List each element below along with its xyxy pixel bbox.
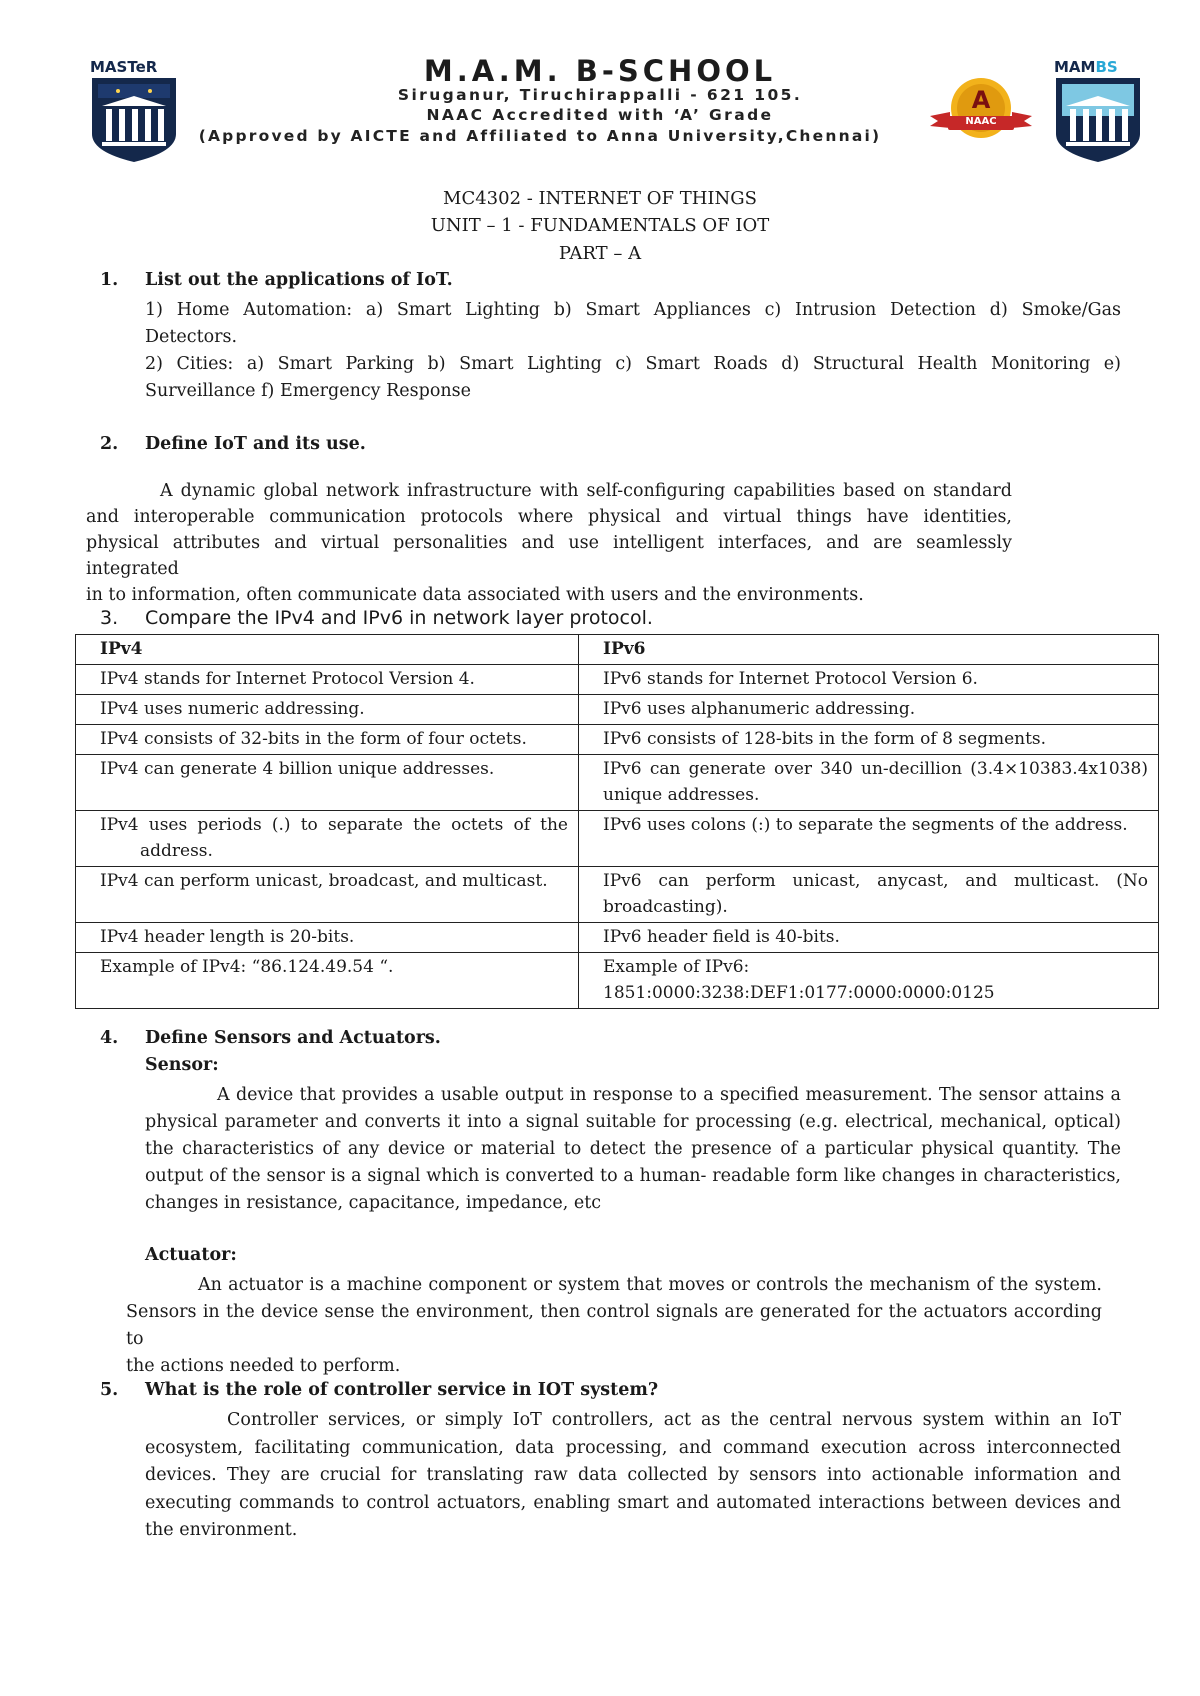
table-row bbox=[76, 953, 1159, 1009]
q5-line-4: executing commands to control actuators, enabling smart and automated interactions between devices and bbox=[145, 1492, 1121, 1513]
actuator-line-1: An actuator is a machine component or system that moves or controls the mechanism of the system. bbox=[198, 1275, 1102, 1295]
right-logo-label-b: BS bbox=[1095, 58, 1118, 76]
table-cell-ipv4: IPv4 stands for Internet Protocol Version 4. bbox=[76, 665, 579, 695]
table-header-ipv6: IPv6 bbox=[579, 635, 1159, 665]
table-cell-ipv6: IPv6 stands for Internet Protocol Version 6. bbox=[579, 665, 1159, 695]
right-logo-emblem bbox=[1052, 76, 1144, 164]
actuator-definition bbox=[126, 1272, 1102, 1380]
table-row bbox=[76, 695, 1159, 725]
sensor-line-4: output of the sensor is a signal which is converted to a human- readable form like changes in characteristics, bbox=[145, 1166, 1121, 1186]
q2-line-4: in to information, often communicate data associated with users and the environments. bbox=[86, 585, 864, 605]
q5-answer bbox=[145, 1407, 1121, 1545]
table-row bbox=[76, 755, 1159, 811]
q1-answer bbox=[145, 297, 1121, 405]
left-logo-emblem bbox=[88, 76, 180, 164]
table-cell-ipv6: IPv6 uses colons (:) to separate the segments of the address. bbox=[579, 811, 1159, 867]
left-logo-label: MASTeR bbox=[90, 58, 158, 76]
table-cell-ipv4 bbox=[76, 811, 579, 867]
table-cell-ipv4: IPv4 header length is 20-bits. bbox=[76, 923, 579, 953]
q2-title: Define IoT and its use. bbox=[145, 434, 366, 454]
actuator-line-2: Sensors in the device sense the environment, then control signals are generated for the actuators according to bbox=[126, 1302, 1102, 1349]
q1-line-1: 1) Home Automation: a) Smart Lighting b) Smart Appliances c) Intrusion Detection d) Smoke/Gas bbox=[145, 300, 1121, 320]
q1-line-2: Detectors. bbox=[145, 327, 238, 347]
table-cell-ipv6: IPv6 uses alphanumeric addressing. bbox=[579, 695, 1159, 725]
right-logo-label-a: MAM bbox=[1054, 58, 1096, 76]
q3-title: Compare the IPv4 and IPv6 in network layer protocol. bbox=[145, 607, 653, 629]
q1-line-3: 2) Cities: a) Smart Parking b) Smart Lighting c) Smart Roads d) Structural Health Monitoring e) bbox=[145, 354, 1121, 374]
school-name: M.A.M. B-SCHOOL bbox=[423, 54, 777, 88]
table-row bbox=[76, 725, 1159, 755]
table-cell-ipv6: IPv6 can perform unicast, anycast, and multicast. (No broadcasting). bbox=[579, 867, 1159, 923]
q1-line-4: Surveillance f) Emergency Response bbox=[145, 381, 471, 401]
q2-answer bbox=[86, 478, 1012, 608]
school-address: Siruganur, Tiruchirappalli - 621 105. bbox=[397, 86, 803, 104]
q5-number: 5. bbox=[100, 1380, 119, 1400]
sensor-line-3: the characteristics of any device or material to detect the presence of a particular physical quantity. The bbox=[145, 1139, 1121, 1159]
sensor-label: Sensor: bbox=[145, 1055, 219, 1075]
q1-title: List out the applications of IoT. bbox=[145, 270, 453, 290]
actuator-label: Actuator: bbox=[145, 1245, 237, 1265]
q2-number: 2. bbox=[100, 434, 119, 454]
table-row bbox=[76, 665, 1159, 695]
unit-title: UNIT – 1 - FUNDAMENTALS OF IOT bbox=[430, 215, 770, 236]
sensor-line-1: A device that provides a usable output in response to a specified measurement. The sensor attains a bbox=[217, 1085, 1121, 1105]
accreditation-line: NAAC Accredited with ‘A’ Grade bbox=[426, 106, 774, 124]
actuator-line-3: the actions needed to perform. bbox=[126, 1356, 401, 1376]
table-row bbox=[76, 867, 1159, 923]
q5-line-1: Controller services, or simply IoT controllers, act as the central nervous system within an IoT bbox=[227, 1410, 1121, 1430]
table-cell-ipv6: IPv6 consists of 128-bits in the form of 8 segments. bbox=[579, 725, 1159, 755]
table-cell-ipv6: IPv6 header field is 40-bits. bbox=[579, 923, 1159, 953]
naac-badge bbox=[926, 76, 1036, 146]
sensor-definition bbox=[145, 1082, 1121, 1217]
table-cell-ipv4: IPv4 consists of 32-bits in the form of four octets. bbox=[76, 725, 579, 755]
q5-line-5: the environment. bbox=[145, 1520, 298, 1540]
naac-badge-text: NAAC bbox=[965, 116, 997, 127]
table-cell-ipv6: Example of IPv6: 1851:0000:3238:DEF1:0177:0000:0000:0125 bbox=[579, 953, 1159, 1009]
sensor-line-5: changes in resistance, capacitance, impedance, etc bbox=[145, 1193, 602, 1213]
q2-line-2: and interoperable communication protocols where physical and virtual things have identities, bbox=[86, 507, 1012, 527]
right-logo bbox=[1052, 58, 1144, 164]
q5-line-3: devices. They are crucial for translating raw data collected by sensors into actionable information and bbox=[145, 1465, 1121, 1485]
sensor-line-2: physical parameter and converts it into a signal suitable for processing (e.g. electrical, mechanical, optical) bbox=[145, 1112, 1121, 1132]
table-cell-ipv4: IPv4 can generate 4 billion unique addresses. bbox=[76, 755, 579, 811]
part-title: PART – A bbox=[558, 243, 642, 264]
table-cell-ipv4: Example of IPv4: “86.124.49.54 “. bbox=[76, 953, 579, 1009]
q1-number: 1. bbox=[100, 270, 119, 290]
table-row bbox=[76, 811, 1159, 867]
approval-line: (Approved by AICTE and Affiliated to Anna University,Chennai) bbox=[198, 127, 882, 145]
q4-number: 4. bbox=[100, 1028, 119, 1048]
ipv4-ipv6-table bbox=[75, 634, 1159, 1009]
q5-title: What is the role of controller service in IOT system? bbox=[145, 1380, 659, 1400]
table-cell-ipv4: IPv4 uses numeric addressing. bbox=[76, 695, 579, 725]
table-cell-ipv4-text: IPv4 uses periods (.) to separate the octets of the address. bbox=[100, 815, 568, 861]
table-header-ipv4: IPv4 bbox=[76, 635, 579, 665]
course-title: MC4302 - INTERNET OF THINGS bbox=[443, 188, 757, 209]
q5-line-2: ecosystem, facilitating communication, data processing, and command execution across interconnected bbox=[145, 1437, 1121, 1458]
q2-line-1: A dynamic global network infrastructure with self-configuring capabilities based on standard bbox=[160, 481, 1012, 501]
table-cell-ipv6: IPv6 can generate over 340 un-decillion (3.4×10383.4x1038) unique addresses. bbox=[579, 755, 1159, 811]
naac-badge-grade: A bbox=[971, 86, 991, 114]
left-logo bbox=[88, 58, 180, 164]
q2-line-3: physical attributes and virtual personalities and use intelligent interfaces, and are seamlessly integrated bbox=[86, 533, 1012, 579]
q3-number: 3. bbox=[100, 607, 119, 629]
table-cell-ipv4: IPv4 can perform unicast, broadcast, and multicast. bbox=[76, 867, 579, 923]
right-logo-label bbox=[1054, 58, 1118, 76]
table-header-row bbox=[76, 635, 1159, 665]
table-row bbox=[76, 923, 1159, 953]
q4-title: Define Sensors and Actuators. bbox=[145, 1028, 441, 1048]
